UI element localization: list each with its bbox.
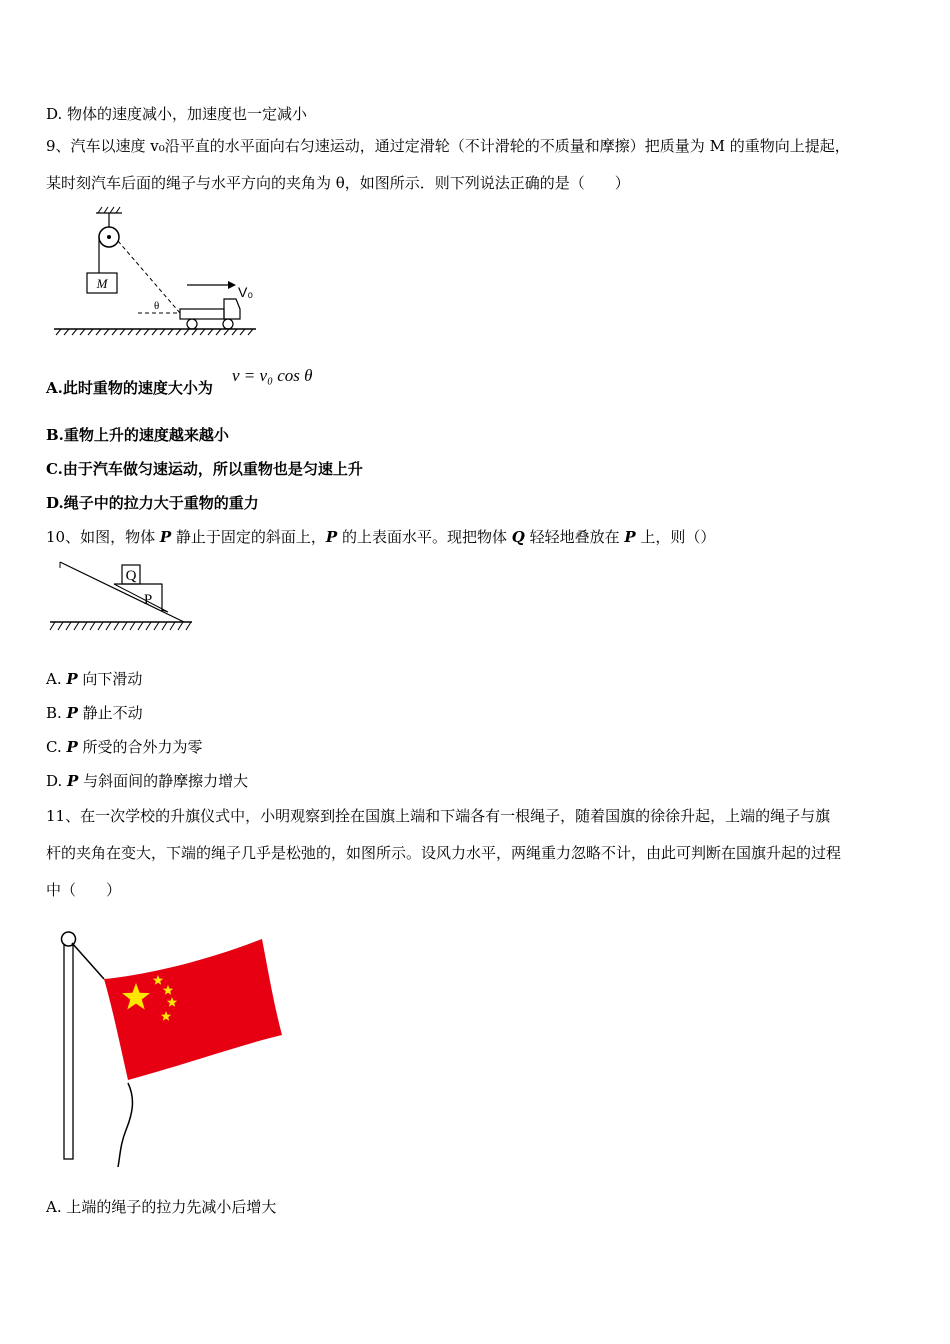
q11-option-a: A. 上端的绳子的拉力先减小后增大 bbox=[46, 1198, 277, 1216]
q9-stem-line2: 某时刻汽车后面的绳子与水平方向的夹角为 θ，如图所示．则下列说法正确的是（ ） bbox=[46, 174, 630, 192]
q10-q-label: Q bbox=[125, 568, 137, 584]
q10-option-b: B. P 静止不动 bbox=[46, 704, 143, 722]
q9-stem-line1: 9、汽车以速度 v₀沿平直的水平面向右匀速运动，通过定滑轮（不计滑轮的不质量和摩擦）把质量为 M 的重物向上提起， bbox=[46, 137, 850, 155]
flag-icon bbox=[104, 939, 282, 1080]
q9-option-d: D.绳子中的拉力大于重物的重力 bbox=[46, 494, 259, 512]
q10-p-label: P bbox=[143, 592, 153, 608]
q9-option-a-prefix: A.此时重物的速度大小为 bbox=[46, 379, 213, 397]
q10-incline-figure bbox=[46, 560, 198, 635]
q11-stem-line1: 11、在一次学校的升旗仪式中，小明观察到拴在国旗上端和下端各有一根绳子，随着国旗的徐徐升起，上端的绳子与旗 bbox=[46, 807, 831, 825]
q10-option-c: C. P 所受的合外力为零 bbox=[46, 738, 203, 756]
q9-pulley-truck-figure bbox=[50, 205, 260, 340]
q10-option-a: A. P 向下滑动 bbox=[46, 670, 143, 688]
q9-option-b: B.重物上升的速度越来越小 bbox=[46, 426, 229, 444]
q11-stem-line3: 中（ ） bbox=[46, 881, 122, 899]
q9-option-c: C.由于汽车做匀速运动，所以重物也是匀速上升 bbox=[46, 460, 363, 478]
q10-option-d: D. P 与斜面间的静摩擦力增大 bbox=[46, 772, 249, 790]
q9-mass-label: M bbox=[96, 276, 108, 291]
q9-velocity-label: V₀ bbox=[238, 284, 254, 300]
q11-flag-figure bbox=[50, 925, 290, 1170]
q10-stem: 10、如图，物体 P 静止于固定的斜面上，P 的上表面水平。现把物体 Q 轻轻地叠放在 P 上，则（） bbox=[46, 528, 716, 546]
q9-angle-label: θ bbox=[154, 300, 160, 312]
q11-stem-line2: 杆的夹角在变大，下端的绳子几乎是松弛的，如图所示。设风力水平，两绳重力忽略不计，由此可判断在国旗升起的过程 bbox=[46, 844, 842, 862]
q9-option-a-formula: v = v₀ cos θ bbox=[232, 366, 313, 385]
q8-option-d: D. 物体的速度减小，加速度也一定减小 bbox=[46, 105, 308, 123]
